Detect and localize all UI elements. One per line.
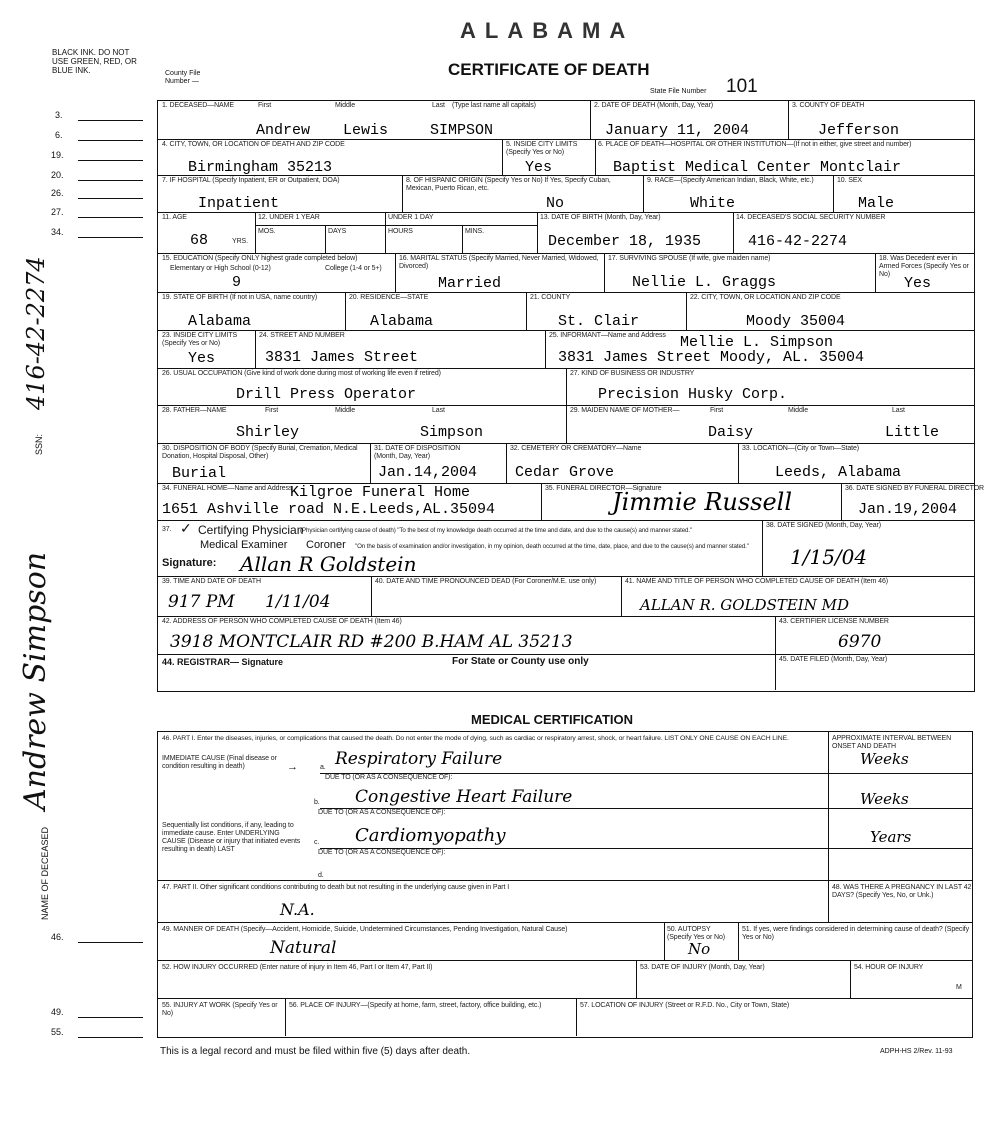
f35-label: 35. FUNERAL DIRECTOR—Signature: [545, 485, 662, 492]
age: 68: [190, 232, 209, 249]
f22-label: 22. CITY, TOWN, OR LOCATION AND ZIP CODE: [690, 294, 841, 301]
sequential-label: Sequentially list conditions, if any, leading to immediate cause. Enter UNDERLYING CAUSE (Disease or injury that initiated events resulting in death) LAST: [162, 822, 301, 853]
coroner: Coroner: [306, 539, 346, 551]
f1-label: 1. DECEASED—NAME: [162, 102, 234, 109]
cause-b: Congestive Heart Failure: [355, 787, 573, 807]
f13-label: 13. DATE OF BIRTH (Month, Day, Year): [540, 214, 661, 221]
place-of-death: Baptist Medical Center Montclair: [613, 159, 902, 176]
certifier-address: 3918 MONTCLAIR RD #200 B.HAM AL 35213: [170, 632, 573, 652]
medical-certification-title: MEDICAL CERTIFICATION: [471, 712, 634, 727]
f26-label: 26. USUAL OCCUPATION (Give kind of work done during most of working life even if retired): [162, 370, 441, 377]
f40-label: 40. DATE AND TIME PRONOUNCED DEAD (For Coroner/M.E. use only): [375, 578, 597, 585]
funeral-director-signature: Jimmie Russell: [612, 488, 793, 516]
ssn-label: SSN:: [34, 433, 44, 455]
usual-occupation: Drill Press Operator: [236, 386, 417, 403]
deceased-middle-name: Lewis: [343, 122, 389, 139]
f21-label: 21. COUNTY: [530, 294, 571, 301]
f8-label: 8. OF HISPANIC ORIGIN (Specify Yes or No) If Yes, Specify Cuban, Mexican, Puerto Rican, etc.: [406, 177, 611, 192]
certifier-license: 6970: [838, 632, 882, 652]
autopsy: No: [688, 940, 711, 958]
f4-label: 4. CITY, TOWN, OR LOCATION OF DEATH AND ZIP CODE: [162, 141, 345, 148]
interval-label: APPROXIMATE INTERVAL BETWEEN ONSET AND DEATH: [832, 735, 952, 750]
f44-label: 44. REGISTRAR— Signature: [162, 657, 284, 667]
disposition: Burial: [172, 465, 227, 482]
certificate-title: CERTIFICATE OF DEATH: [448, 60, 650, 79]
f6-label: 6. PLACE OF DEATH—HOSPITAL OR OTHER INSTITUTION—(If not in either, give street and number): [598, 141, 912, 148]
f7-label: 7. IF HOSPITAL (Specify Inpatient, ER or Outpatient, DOA): [162, 177, 340, 184]
surviving-spouse: Nellie L. Graggs: [632, 274, 777, 291]
deceased-last-name: SIMPSON: [430, 122, 494, 139]
f45-label: 45. DATE FILED (Month, Day, Year): [779, 656, 888, 663]
f10-label: 10. SEX: [837, 177, 862, 184]
education: 9: [232, 274, 242, 291]
handwritten-date-of-death: 1/11/04: [265, 592, 331, 612]
interval-a: Weeks: [860, 750, 909, 768]
city-of-death: Birmingham 35213: [188, 159, 333, 176]
kind-of-business: Precision Husky Corp.: [598, 386, 788, 403]
state-title: ALABAMA: [460, 18, 635, 43]
certifier-name: ALLAN R. GOLDSTEIN MD: [640, 596, 850, 614]
street-and-number: 3831 James Street: [265, 349, 419, 366]
f19-label: 19. STATE OF BIRTH (If not in USA, name country): [162, 294, 318, 301]
name-handwritten: Andrew Simpson: [18, 551, 53, 810]
f49-label: 49. MANNER OF DEATH (Specify—Accident, Homicide, Suicide, Undetermined Circumstances, Pending Investigation, Natural Cause): [162, 926, 568, 933]
funeral-home-name: Kilgroe Funeral Home: [290, 484, 471, 501]
f23-label: 23. INSIDE CITY LIMITS (Specify Yes or No): [162, 332, 238, 347]
f34-label: 34. FUNERAL HOME—Name and Address: [162, 485, 293, 492]
f48-label: 48. WAS THERE A PREGNANCY IN LAST 42 DAYS? (Specify Yes, No, or Unk.): [832, 884, 972, 899]
father-last-name: Simpson: [420, 424, 484, 441]
interval-b: Weeks: [860, 790, 909, 808]
f18-label: 18. Was Decedent ever in Armed Forces (Specify Yes or No): [879, 255, 969, 278]
cause-c: Cardiomyopathy: [355, 825, 506, 846]
f29-label: 29. MAIDEN NAME OF MOTHER—: [570, 407, 680, 414]
signature-label: Signature:: [162, 557, 217, 569]
f24-label: 24. STREET AND NUMBER: [259, 332, 345, 339]
date-of-birth: December 18, 1935: [548, 233, 702, 250]
physician-signature: Allan R Goldstein: [240, 552, 417, 576]
name-of-deceased-label: NAME OF DECEASED: [40, 826, 50, 920]
marital-status: Married: [438, 275, 502, 292]
social-security-number: 416-42-2274: [748, 233, 848, 250]
interval-c: Years: [870, 828, 912, 846]
ssn-handwritten: 416-42-2274: [22, 256, 50, 410]
f31-label: 31. DATE OF DISPOSITION (Month, Day, Year): [374, 445, 461, 460]
f30-label: 30. DISPOSITION OF BODY (Specify Burial, Cremation, Medical Donation, Hospital Disposal, Other): [162, 445, 358, 460]
f12b-label: UNDER 1 DAY: [388, 214, 434, 221]
certifying-check-icon: ✓: [180, 520, 192, 536]
date-of-death: January 11, 2004: [605, 122, 750, 139]
f28-label: 28. FATHER—NAME: [162, 407, 227, 414]
mother-last-name: Little: [885, 424, 940, 441]
f12-label: 12. UNDER 1 YEAR: [258, 214, 320, 221]
date-signed-physician: 1/15/04: [790, 545, 868, 569]
f20-label: 20. RESIDENCE—STATE: [349, 294, 429, 301]
form-code: ADPH-HS 2/Rev. 11-93: [880, 1048, 953, 1055]
father-first-name: Shirley: [236, 424, 300, 441]
f16-label: 16. MARITAL STATUS (Specify Married, Never Married, Widowed, Divorced): [399, 255, 599, 270]
cause-a: Respiratory Failure: [335, 749, 503, 769]
sex: Male: [858, 195, 895, 212]
f37-label: 37.: [162, 526, 172, 533]
armed-forces: Yes: [904, 275, 932, 292]
deceased-first-name: Andrew: [256, 122, 311, 139]
race: White: [690, 195, 736, 212]
f43-label: 43. CERTIFIER LICENSE NUMBER: [779, 618, 889, 625]
f55-label: 55. INJURY AT WORK (Specify Yes or No): [162, 1002, 278, 1017]
f56-label: 56. PLACE OF INJURY—(Specify at home, farm, street, factory, office building, etc.): [289, 1002, 542, 1009]
f38-label: 38. DATE SIGNED (Month, Day, Year): [766, 522, 881, 529]
state-of-birth: Alabama: [188, 313, 252, 330]
f50-label: 50. AUTOPSY (Specify Yes or No): [667, 926, 726, 941]
f33-label: 33. LOCATION—(City or Town—State): [742, 445, 860, 452]
f5-label: 5. INSIDE CITY LIMITS (Specify Yes or No): [506, 141, 578, 156]
state-file-number: 101: [726, 76, 758, 97]
hospital-status: Inpatient: [198, 195, 280, 212]
f54-label: 54. HOUR OF INJURY: [854, 964, 924, 971]
state-file-label: State File Number: [650, 88, 707, 95]
part1-label: 46. PART I. Enter the diseases, injuries, or complications that caused the death. Do not enter the mode of dying, such as cardiac or respiratory arrest, shock, or heart failure. LIST ONLY ONE CAUSE ON EACH LINE.: [162, 735, 789, 742]
f53-label: 53. DATE OF INJURY (Month, Day, Year): [640, 964, 765, 971]
f57-label: 57. LOCATION OF INJURY (Street or R.F.D. No., City or Town, State): [580, 1002, 790, 1009]
f27-label: 27. KIND OF BUSINESS OR INDUSTRY: [570, 370, 695, 377]
legal-notice: This is a legal record and must be filed within five (5) days after death.: [160, 1046, 471, 1057]
f39-label: 39. TIME AND DATE OF DEATH: [162, 578, 261, 585]
f14-label: 14. DECEASED'S SOCIAL SECURITY NUMBER: [736, 214, 886, 221]
hispanic-origin: No: [546, 195, 565, 212]
hour-of-injury-value: M: [956, 984, 962, 991]
residence-county: St. Clair: [558, 313, 640, 330]
funeral-home-address: 1651 Ashville road N.E.Leeds,AL.35094: [162, 501, 496, 518]
residence-inside-city: Yes: [188, 350, 216, 367]
f17-label: 17. SURVIVING SPOUSE (If wife, give maiden name): [608, 255, 771, 262]
immediate-cause-label: IMMEDIATE CAUSE (Final disease or condition resulting in death): [162, 755, 277, 770]
cemetery-location: Leeds, Alabama: [775, 464, 902, 481]
part2-value: N.A.: [280, 900, 315, 919]
county-file-label: County File Number —: [165, 70, 201, 85]
county-of-death: Jefferson: [818, 122, 900, 139]
f2-label: 2. DATE OF DEATH (Month, Day, Year): [594, 102, 714, 109]
part2-label: 47. PART II. Other significant conditions contributing to death but not resulting in the underlying cause given in Part I: [162, 884, 510, 891]
f41-label: 41. NAME AND TITLE OF PERSON WHO COMPLETED CAUSE OF DEATH (Item 46): [625, 578, 888, 585]
inside-city-limits-death: Yes: [525, 159, 553, 176]
f9-label: 9. RACE—(Specify American Indian, Black, White, etc.): [647, 177, 814, 184]
f51-label: 51. If yes, were findings considered in determining cause of death? (Specify Yes or No): [742, 926, 970, 941]
f3-label: 3. COUNTY OF DEATH: [792, 102, 865, 109]
f11-label: 11. AGE: [162, 214, 187, 221]
residence-state: Alabama: [370, 313, 434, 330]
informant-name: Mellie L. Simpson: [680, 334, 834, 351]
certifying-physician: Certifying Physician: [198, 523, 304, 537]
f36-label: 36. DATE SIGNED BY FUNERAL DIRECTOR: [845, 485, 984, 492]
f15-label: 15. EDUCATION (Specify ONLY highest grade completed below): [162, 255, 358, 262]
f52-label: 52. HOW INJURY OCCURRED (Enter nature of injury in Item 46, Part I or Item 47, Part II): [162, 964, 433, 971]
cemetery: Cedar Grove: [515, 464, 615, 481]
time-of-death: 917 PM: [168, 592, 235, 612]
date-signed-funeral-director: Jan.19,2004: [858, 501, 958, 518]
date-of-disposition: Jan.14,2004: [378, 464, 478, 481]
f42-label: 42. ADDRESS OF PERSON WHO COMPLETED CAUSE OF DEATH (Item 46): [162, 618, 402, 625]
manner-of-death: Natural: [270, 938, 337, 958]
residence-city: Moody 35004: [746, 313, 846, 330]
arrow-right-icon: →: [287, 761, 298, 773]
ink-note: BLACK INK. DO NOT USE GREEN, RED, OR BLUE INK.: [52, 48, 137, 75]
mother-first-name: Daisy: [708, 424, 754, 441]
f25-label: 25. INFORMANT—Name and Address: [549, 332, 666, 339]
state-county-use-note: For State or County use only: [452, 656, 589, 667]
informant-address: 3831 James Street Moody, AL. 35004: [558, 349, 865, 366]
medical-examiner: Medical Examiner: [200, 539, 288, 551]
f32-label: 32. CEMETERY OR CREMATORY—Name: [510, 445, 642, 452]
